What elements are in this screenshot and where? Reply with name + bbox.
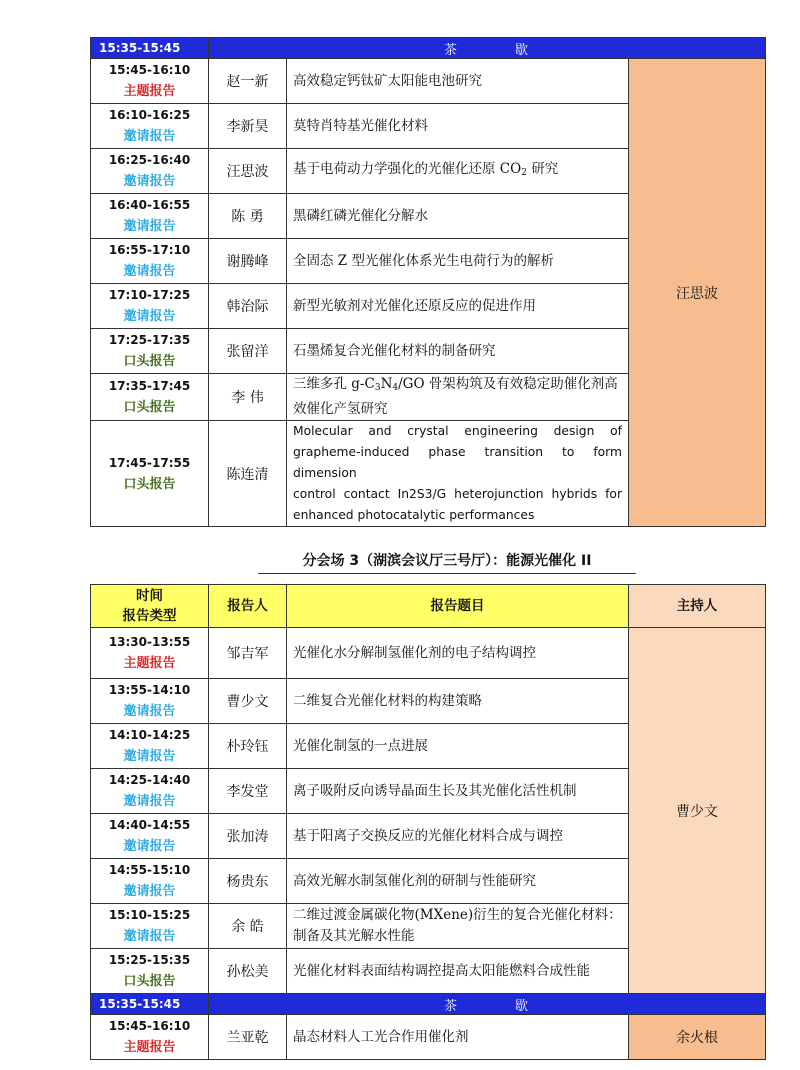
time-cell: 13:55-14:10 邀请报告	[91, 679, 209, 724]
topic-cell: 基于阳离子交换反应的光催化材料合成与调控	[287, 814, 629, 859]
host-cell: 汪思波	[629, 59, 766, 527]
speaker-cell: 谢腾峰	[209, 239, 287, 284]
host-cell: 曹少文	[629, 628, 766, 994]
topic-cell: 光催化材料表面结构调控提高太阳能燃料合成性能	[287, 949, 629, 994]
speaker-cell: 陈 勇	[209, 194, 287, 239]
speaker-cell: 韩治际	[209, 284, 287, 329]
speaker-cell: 赵一新	[209, 59, 287, 104]
time-cell: 15:25-15:35 口头报告	[91, 949, 209, 994]
speaker-cell: 李新昊	[209, 104, 287, 149]
topic-cell: 光催化制氢的一点进展	[287, 724, 629, 769]
topic-cell: 新型光敏剂对光催化还原反应的促进作用	[287, 284, 629, 329]
time-cell: 17:45-17:55 口头报告	[91, 421, 209, 527]
header-host: 主持人	[629, 585, 766, 628]
topic-cell: 基于电荷动力学强化的光催化还原 CO2 研究	[287, 149, 629, 194]
topic-cell: 黑磷红磷光催化分解水	[287, 194, 629, 239]
speaker-cell: 邹吉军	[209, 628, 287, 679]
time-cell: 17:35-17:45 口头报告	[91, 374, 209, 421]
table-row	[91, 59, 766, 104]
time-cell: 15:45-16:10 主题报告	[91, 1015, 209, 1060]
speaker-cell: 朴玲钰	[209, 724, 287, 769]
schedule-table-1	[90, 37, 766, 527]
speaker-cell: 余 皓	[209, 904, 287, 949]
topic-cell: 石墨烯复合光催化材料的制备研究	[287, 329, 629, 374]
topic-cell: 莫特肖特基光催化材料	[287, 104, 629, 149]
break-label: 茶 歇	[209, 38, 766, 59]
topic-cell: 晶态材料人工光合作用催化剂	[287, 1015, 629, 1060]
topic-cell: 光催化水分解制氢催化剂的电子结构调控	[287, 628, 629, 679]
speaker-cell: 张留洋	[209, 329, 287, 374]
time-cell: 14:55-15:10 邀请报告	[91, 859, 209, 904]
speaker-cell: 孙松美	[209, 949, 287, 994]
time-cell: 17:25-17:35 口头报告	[91, 329, 209, 374]
time-cell: 15:45-16:10 主题报告	[91, 59, 209, 104]
speaker-cell: 李 伟	[209, 374, 287, 421]
tea-break-row	[91, 38, 766, 59]
header-time: 时间 报告类型	[91, 585, 209, 628]
time-cell: 14:40-14:55 邀请报告	[91, 814, 209, 859]
header-speaker: 报告人	[209, 585, 287, 628]
tea-break-row	[91, 994, 766, 1015]
time-cell: 16:40-16:55 邀请报告	[91, 194, 209, 239]
break-time: 15:35-15:45	[91, 994, 209, 1015]
topic-cell: 二维复合光催化材料的构建策略	[287, 679, 629, 724]
break-label: 茶 歇	[209, 994, 766, 1015]
break-time: 15:35-15:45	[91, 38, 209, 59]
header-topic: 报告题目	[287, 585, 629, 628]
time-cell: 14:25-14:40 邀请报告	[91, 769, 209, 814]
speaker-cell: 杨贵东	[209, 859, 287, 904]
topic-cell: 全固态 Z 型光催化体系光生电荷行为的解析	[287, 239, 629, 284]
header-row	[91, 585, 766, 628]
schedule-table-2	[90, 584, 766, 1060]
topic-cell: Molecular and crystal engineering design of grapheme-induced phase transition to form dimension control contact In2S3/G heterojunction hybrids for enhanced photocatalytic performances	[287, 421, 629, 527]
host-cell: 余火根	[629, 1015, 766, 1060]
speaker-cell: 汪思波	[209, 149, 287, 194]
topic-cell: 二维过渡金属碳化物(MXene)衍生的复合光催化材料：制备及其光解水性能	[287, 904, 629, 949]
time-cell: 16:10-16:25 邀请报告	[91, 104, 209, 149]
time-cell: 15:10-15:25 邀请报告	[91, 904, 209, 949]
topic-cell: 高效光解水制氢催化剂的研制与性能研究	[287, 859, 629, 904]
time-cell: 16:55-17:10 邀请报告	[91, 239, 209, 284]
speaker-cell: 陈连清	[209, 421, 287, 527]
table-row	[91, 628, 766, 679]
time-cell: 14:10-14:25 邀请报告	[91, 724, 209, 769]
time-cell: 16:25-16:40 邀请报告	[91, 149, 209, 194]
table-row	[91, 1015, 766, 1060]
time-cell: 13:30-13:55 主题报告	[91, 628, 209, 679]
speaker-cell: 李发堂	[209, 769, 287, 814]
topic-cell: 高效稳定钙钛矿太阳能电池研究	[287, 59, 629, 104]
speaker-cell: 张加涛	[209, 814, 287, 859]
topic-cell: 离子吸附反向诱导晶面生长及其光催化活性机制	[287, 769, 629, 814]
topic-cell: 三维多孔 g-C3N4/GO 骨架构筑及有效稳定助催化剂高效催化产氢研究	[287, 374, 629, 421]
speaker-cell: 曹少文	[209, 679, 287, 724]
time-cell: 17:10-17:25 邀请报告	[91, 284, 209, 329]
session-title: 分会场 3（湖滨会议厅三号厅）：能源光催化 II	[258, 550, 636, 574]
speaker-cell: 兰亚乾	[209, 1015, 287, 1060]
